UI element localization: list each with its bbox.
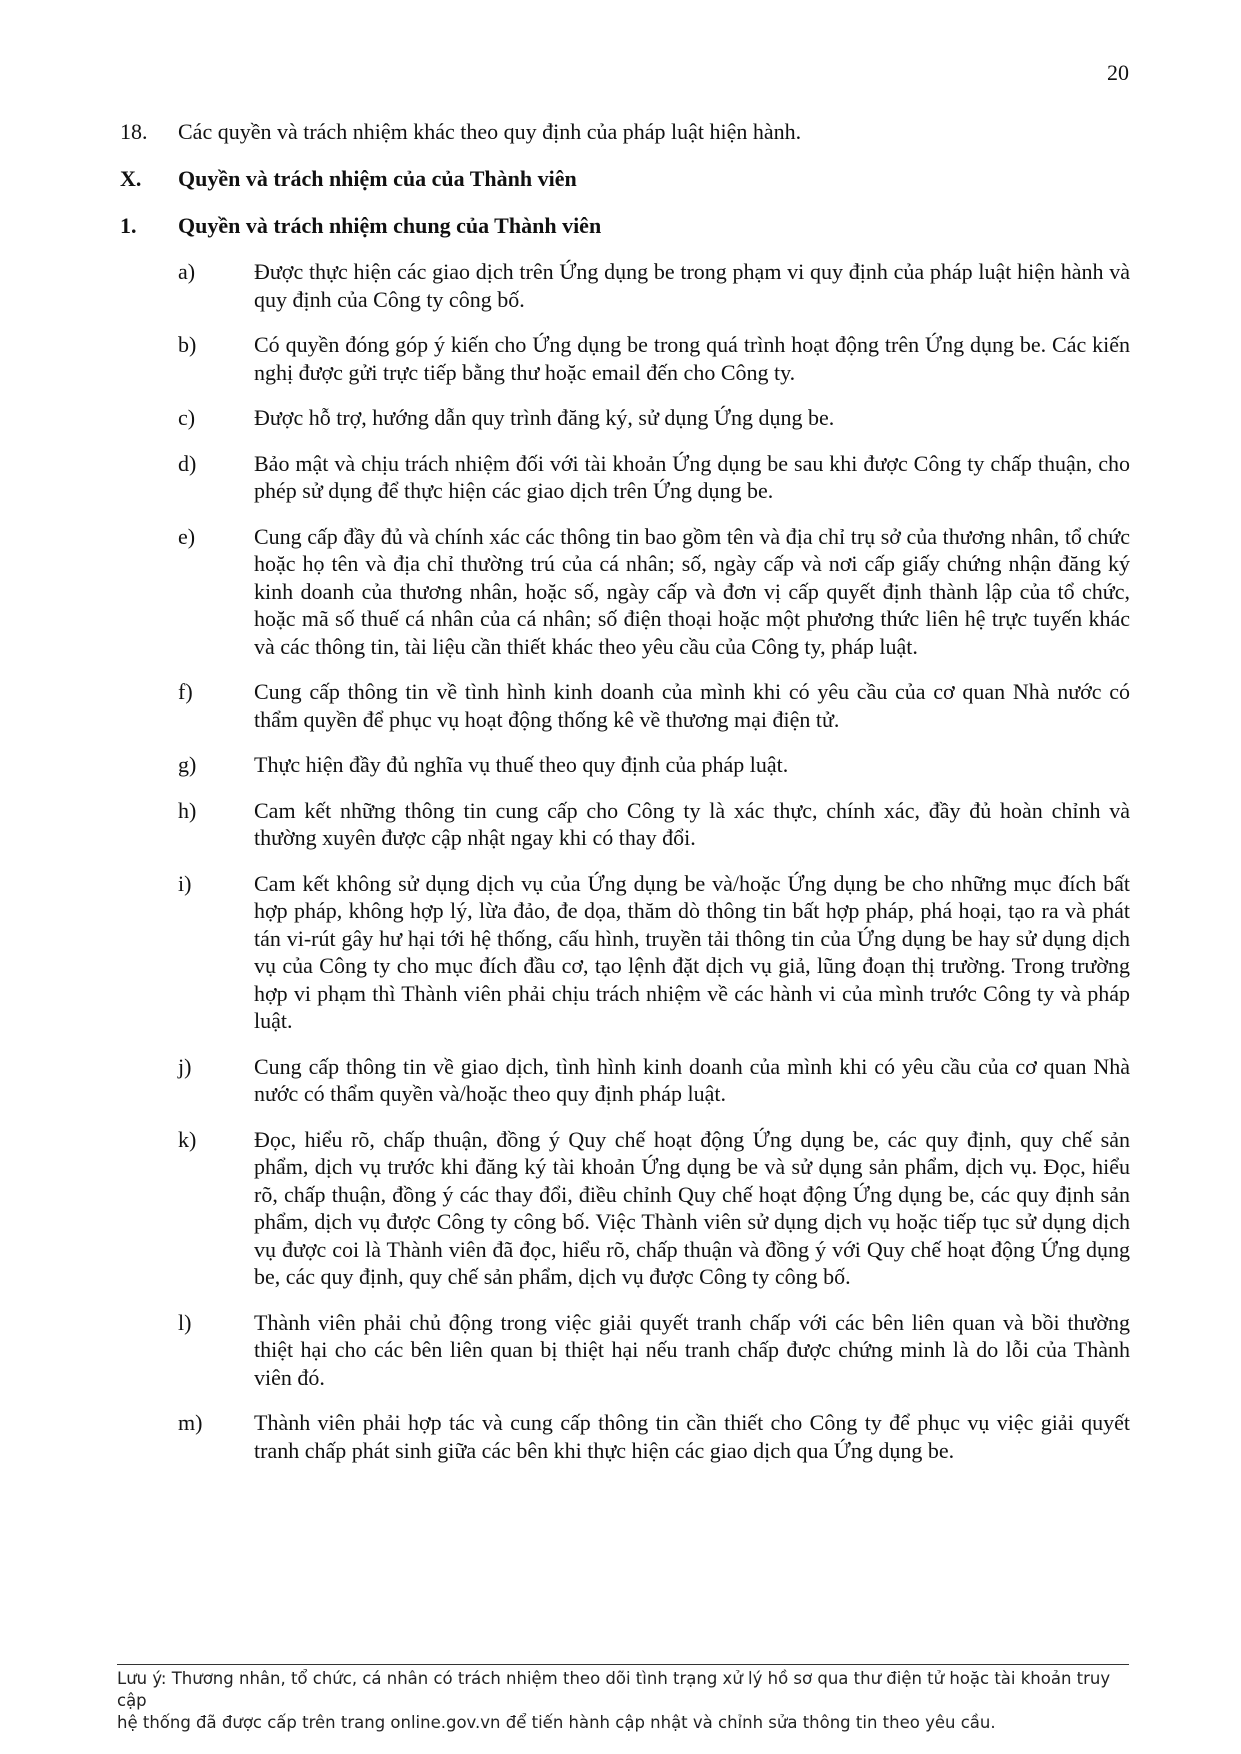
item-text: Thành viên phải chủ động trong việc giải quyết tranh chấp với các bên liên quan và bồi thường thiệt hại cho các bên liên quan bị thiệt hại nếu tranh chấp được chứng minh là do lỗi của Thành viên đó. (254, 1309, 1130, 1390)
list-item (178, 450, 1130, 505)
section-title: Quyền và trách nhiệm của của Thành viên (178, 166, 577, 191)
list-item (178, 404, 1130, 432)
footer-line: hệ thống đã được cấp trên trang online.gov.vn để tiến hành cập nhật và chỉnh sửa thông tin theo yêu cầu. (117, 1713, 996, 1732)
item-label: i) (178, 870, 192, 896)
item-text: Được hỗ trợ, hướng dẫn quy trình đăng ký, sử dụng Ứng dụng be. (254, 405, 835, 430)
item-text: Cung cấp đầy đủ và chính xác các thông tin bao gồm tên và địa chỉ trụ sở của thương nhân, tổ chức hoặc họ tên và địa chỉ thường trú của cá nhân; số, ngày cấp và nơi cấp giấy chứng nhận đăng ký kinh doanh của thương nhân, hoặc số, ngày cấp và đơn vị cấp quyết định thành lập của tổ chức, hoặc mã số thuế cá nhân của cá nhân; số điện thoại hoặc một phương thức liên hệ trực tuyến khác và các thông tin, tài liệu cần thiết khác theo yêu cầu của Công ty, pháp luật. (254, 523, 1130, 659)
item-text: Bảo mật và chịu trách nhiệm đối với tài khoản Ứng dụng be sau khi được Công ty chấp thuận, cho phép sử dụng để thực hiện các giao dịch trên Ứng dụng be. (254, 450, 1130, 503)
list-item (178, 797, 1130, 852)
subsection-number: 1. (120, 213, 137, 238)
item-label: g) (178, 752, 197, 777)
item-text: Cam kết không sử dụng dịch vụ của Ứng dụng be và/hoặc Ứng dụng be cho những mục đích bất hợp pháp, không hợp lý, lừa đảo, đe dọa, thăm dò thông tin bất hợp pháp, phá hoại, tạo ra và phát tán vi-rút gây hư hại tới hệ thống, cấu hình, truyền tải thông tin của Ứng dụng be hay sử dụng dịch vụ của Công ty cho mục đích đầu cơ, tạo lệnh đặt dịch vụ giả, lũng đoạn thị trường. Trong trường hợp vi phạm thì Thành viên phải chịu trách nhiệm về các hành vi của mình trước Công ty và pháp luật. (254, 870, 1130, 1033)
item-text: Có quyền đóng góp ý kiến cho Ứng dụng be trong quá trình hoạt động trên Ứng dụng be. Các kiến nghị được gửi trực tiếp bằng thư hoặc email đến cho Công ty. (254, 332, 1130, 385)
item-label: k) (178, 1126, 197, 1152)
item-label: j) (178, 1053, 192, 1079)
item-number: 18. (120, 119, 148, 144)
item-label: l) (178, 1309, 192, 1335)
list-item (178, 1053, 1130, 1108)
footer-divider (117, 1664, 1129, 1665)
list-item (178, 1126, 1130, 1291)
item-text: Thực hiện đầy đủ nghĩa vụ thuế theo quy định của pháp luật. (254, 752, 789, 777)
item-label: d) (178, 450, 197, 476)
list-item-18 (120, 118, 1130, 146)
list-item (178, 1309, 1130, 1392)
item-text: Đọc, hiểu rõ, chấp thuận, đồng ý Quy chế hoạt động Ứng dụng be, các quy định, quy chế sản phẩm, dịch vụ trước khi đăng ký tài khoản Ứng dụng be và sử dụng sản phẩm, dịch vụ. Đọc, hiểu rõ, chấp thuận, đồng ý các thay đổi, điều chỉnh Quy chế hoạt động Ứng dụng be, các quy định sản phẩm, dịch vụ được Công ty công bố. Việc Thành viên sử dụng dịch vụ hoặc tiếp tục sử dụng dịch vụ được coi là Thành viên đã đọc, hiểu rõ, chấp thuận và đồng ý với Quy chế hoạt động Ứng dụng be, các quy định, quy chế sản phẩm, dịch vụ được Công ty công bố. (254, 1126, 1130, 1289)
sub-item-list (178, 258, 1130, 1464)
section-number: X. (120, 166, 142, 191)
list-item (178, 258, 1130, 313)
footer-line: Lưu ý: Thương nhân, tổ chức, cá nhân có trách nhiệm theo dõi tình trạng xử lý hồ sơ qua thư điện tử hoặc tài khoản truy cập (117, 1669, 1111, 1710)
item-text: Cung cấp thông tin về tình hình kinh doanh của mình khi có yêu cầu của cơ quan Nhà nước có thẩm quyền để phục vụ hoạt động thống kê về thương mại điện tử. (254, 679, 1130, 732)
item-text: Cung cấp thông tin về giao dịch, tình hình kinh doanh của mình khi có yêu cầu của cơ quan Nhà nước có thẩm quyền và/hoặc theo quy định pháp luật. (254, 1053, 1130, 1106)
section-heading (120, 165, 1130, 193)
footer-note (117, 1668, 1129, 1734)
item-label: m) (178, 1410, 203, 1435)
document-body (120, 118, 1130, 1482)
item-label: f) (178, 679, 193, 704)
list-item (178, 870, 1130, 1035)
list-item (178, 751, 1130, 779)
item-text: Các quyền và trách nhiệm khác theo quy định của pháp luật hiện hành. (178, 119, 802, 144)
item-label: h) (178, 797, 197, 823)
subsection-title: Quyền và trách nhiệm chung của Thành viên (178, 213, 602, 238)
list-item (178, 523, 1130, 661)
item-label: e) (178, 523, 196, 549)
item-text: Được thực hiện các giao dịch trên Ứng dụng be trong phạm vi quy định của pháp luật hiện hành và quy định của Công ty công bố. (254, 259, 1130, 312)
item-label: c) (178, 405, 196, 430)
list-item (178, 1409, 1130, 1464)
item-label: a) (178, 259, 196, 284)
list-item (178, 331, 1130, 386)
item-text: Thành viên phải hợp tác và cung cấp thông tin cần thiết cho Công ty để phục vụ việc giải quyết tranh chấp phát sinh giữa các bên khi thực hiện các giao dịch qua Ứng dụng be. (254, 1410, 1130, 1463)
item-label: b) (178, 332, 197, 357)
item-text: Cam kết những thông tin cung cấp cho Công ty là xác thực, chính xác, đầy đủ hoàn chỉnh và thường xuyên được cập nhật ngay khi có thay đổi. (254, 797, 1130, 850)
page-number: 20 (1107, 60, 1129, 85)
list-item (178, 678, 1130, 733)
subsection-heading (120, 212, 1130, 240)
